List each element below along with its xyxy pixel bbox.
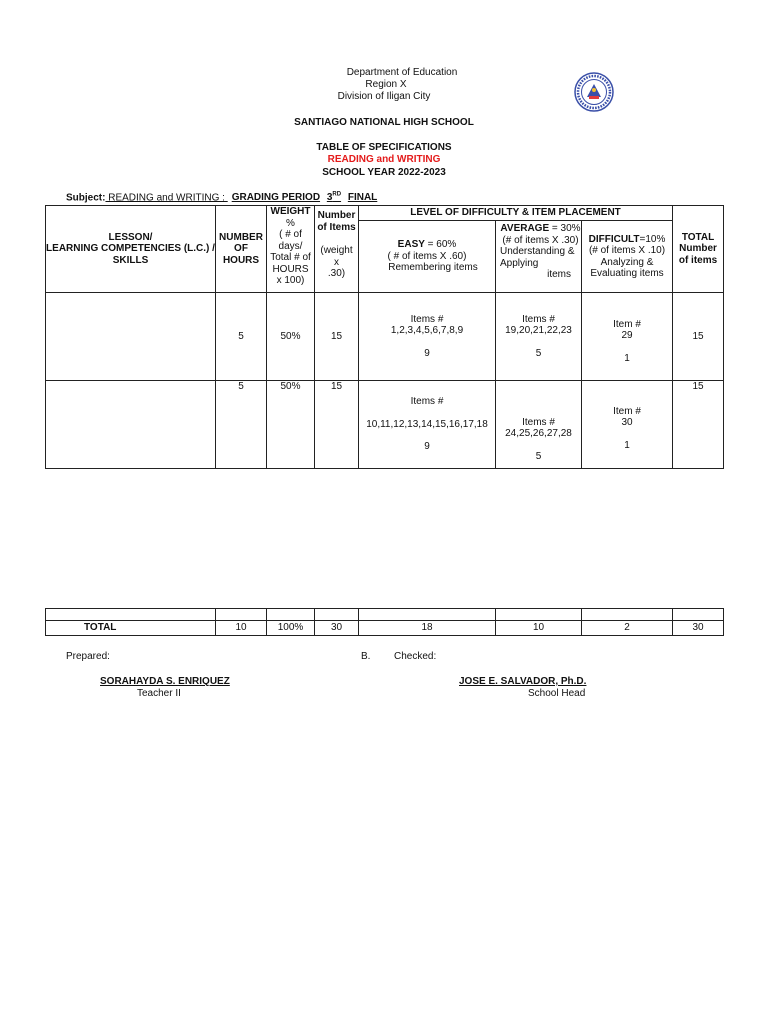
average-skill-2: Applying <box>500 257 539 269</box>
subject-line <box>66 192 377 203</box>
average-items-label: Items # <box>522 313 555 325</box>
average-formula: (# of items X .30) <box>502 234 579 246</box>
easy-formula: ( # of items X .60) <box>387 250 467 262</box>
total-header <box>673 206 724 293</box>
items-header-line1: Number <box>317 210 356 221</box>
difficult-items-label: Item # <box>613 318 641 330</box>
final-label: FINAL <box>347 192 378 204</box>
hours-header-line2: OF <box>234 243 248 255</box>
items-header <box>315 206 359 293</box>
easy-count: 9 <box>424 441 430 453</box>
table-row <box>46 381 724 469</box>
spacer-cell <box>315 609 359 621</box>
items-header-line5: .30) <box>327 268 346 279</box>
items-cell: 15 <box>315 381 359 469</box>
average-cell <box>496 381 582 469</box>
grading-sup: RD <box>332 192 342 198</box>
prepared-label: Prepared: <box>66 651 110 662</box>
total-header-line2: Number <box>679 243 717 255</box>
hours-cell: 5 <box>216 293 267 381</box>
hours-header <box>216 206 267 293</box>
preparer-title: Teacher II <box>137 688 181 699</box>
document-title: TABLE OF SPECIFICATIONS <box>316 142 452 153</box>
average-count: 5 <box>535 450 542 462</box>
average-header <box>496 221 582 293</box>
checker-title: School Head <box>528 688 586 699</box>
subject-label: Subject: <box>66 192 106 204</box>
spacer-row <box>46 609 724 621</box>
easy-label: EASY <box>397 239 425 251</box>
easy-skill: Remembering items <box>388 262 478 274</box>
difficult-skill-1: Analyzing & <box>600 256 654 268</box>
hours-header-line1: NUMBER <box>219 231 263 243</box>
easy-items-label: Items # <box>410 396 444 408</box>
lesson-cell <box>46 381 216 469</box>
grading-period-number <box>327 192 341 203</box>
spacer-cell <box>359 609 496 621</box>
items-cell: 15 <box>315 293 359 381</box>
weight-header <box>267 206 315 293</box>
easy-items-list: 10,11,12,13,14,15,16,17,18 <box>366 418 488 430</box>
subject-value: READING and WRITING : <box>105 192 228 204</box>
weight-header-line3: ( # of <box>279 229 302 240</box>
average-cell <box>496 293 582 381</box>
subject-title: READING and WRITING <box>327 154 441 165</box>
grading-number: 3 <box>326 192 333 204</box>
totals-difficult: 2 <box>582 621 673 636</box>
weight-header-line4: days/ <box>278 240 303 252</box>
average-items-list: 19,20,21,22,23 <box>505 325 572 337</box>
lesson-cell <box>46 293 216 381</box>
easy-header <box>359 221 496 293</box>
difficult-items-list: 29 <box>621 330 633 342</box>
easy-cell <box>359 293 496 381</box>
hours-header-line3: HOURS <box>222 254 260 266</box>
totals-label: TOTAL <box>46 621 216 636</box>
totals-items: 30 <box>315 621 359 636</box>
difficult-cell <box>582 293 673 381</box>
average-label: AVERAGE <box>500 223 550 234</box>
division-name: Division of Iligan City <box>337 91 431 102</box>
difficult-label: DIFFICULT <box>588 233 640 245</box>
totals-row <box>46 621 724 636</box>
total-cell: 15 <box>673 293 724 381</box>
school-year: SCHOOL YEAR 2022-2023 <box>322 167 446 178</box>
difficult-formula: (# of items X .10) <box>588 245 666 256</box>
spacer-cell <box>267 609 315 621</box>
header-row-1 <box>46 206 724 221</box>
difficult-percent: =10% <box>639 233 666 245</box>
average-items-label: Items # <box>522 416 555 428</box>
items-header-line3: (weight <box>320 245 353 256</box>
difficult-cell <box>582 381 673 469</box>
level-header: LEVEL OF DIFFICULTY & ITEM PLACEMENT <box>359 206 673 221</box>
average-count: 5 <box>535 347 542 359</box>
lesson-header-line2: LEARNING COMPETENCIES (L.C.) / <box>46 243 215 255</box>
average-items-list: 24,25,26,27,28 <box>505 428 572 440</box>
checker-name: JOSE E. SALVADOR, Ph.D. <box>459 676 587 687</box>
items-header-line2: of Items <box>317 221 356 233</box>
difficult-count: 1 <box>624 352 630 364</box>
lesson-header-line1: LESSON/ <box>108 231 153 243</box>
items-header-line4: x <box>334 256 339 268</box>
deped-seal-icon <box>574 72 614 112</box>
average-percent: = 30% <box>549 223 581 234</box>
preparer-name: SORAHAYDA S. ENRIQUEZ <box>100 676 230 687</box>
spacer-cell <box>496 609 582 621</box>
checked-label: Checked: <box>394 651 437 662</box>
weight-cell: 50% <box>267 293 315 381</box>
difficult-items-list: 30 <box>621 417 633 429</box>
section-b-label: B. <box>361 651 371 662</box>
average-skill-1: Understanding & <box>500 246 575 257</box>
totals-average: 10 <box>496 621 582 636</box>
easy-count: 9 <box>424 347 430 359</box>
spacer-cell <box>582 609 673 621</box>
totals-hours: 10 <box>216 621 267 636</box>
totals-total: 30 <box>673 621 724 636</box>
hours-cell: 5 <box>216 381 267 469</box>
difficult-items-label: Item # <box>613 405 641 417</box>
totals-weight: 100% <box>267 621 315 636</box>
spacer-cell <box>216 609 267 621</box>
table-row <box>46 293 724 381</box>
weight-header-line1: WEIGHT <box>270 206 311 217</box>
difficult-header <box>582 221 673 293</box>
department-name: Department of Education <box>346 67 458 78</box>
grading-period-label: GRADING PERIOD <box>231 192 321 204</box>
school-name: SANTIAGO NATIONAL HIGH SCHOOL <box>294 117 474 128</box>
total-header-line3: of items <box>678 254 718 266</box>
spacer-cell <box>673 609 724 621</box>
weight-header-line6: HOURS <box>272 263 309 275</box>
region-name: Region X <box>365 79 407 90</box>
totals-table <box>45 608 724 636</box>
difficult-count: 1 <box>624 439 630 451</box>
weight-header-line2: % <box>286 217 295 229</box>
average-skill-3: items <box>547 269 571 280</box>
spacer-cell <box>46 609 216 621</box>
easy-items-label: Items # <box>410 313 444 325</box>
easy-items-list: 1,2,3,4,5,6,7,8,9 <box>390 325 464 337</box>
easy-cell <box>359 381 496 469</box>
total-header-line1: TOTAL <box>681 231 715 243</box>
total-cell: 15 <box>673 381 724 469</box>
weight-header-line5: Total # of <box>270 252 311 263</box>
specifications-table <box>45 205 724 469</box>
lesson-header-line3: SKILLS <box>112 254 149 266</box>
totals-easy: 18 <box>359 621 496 636</box>
easy-percent: = 60% <box>424 239 457 251</box>
weight-cell: 50% <box>267 381 315 469</box>
lesson-header <box>46 206 216 293</box>
weight-header-line7: x 100) <box>276 275 305 286</box>
difficult-skill-2: Evaluating items <box>590 268 664 279</box>
